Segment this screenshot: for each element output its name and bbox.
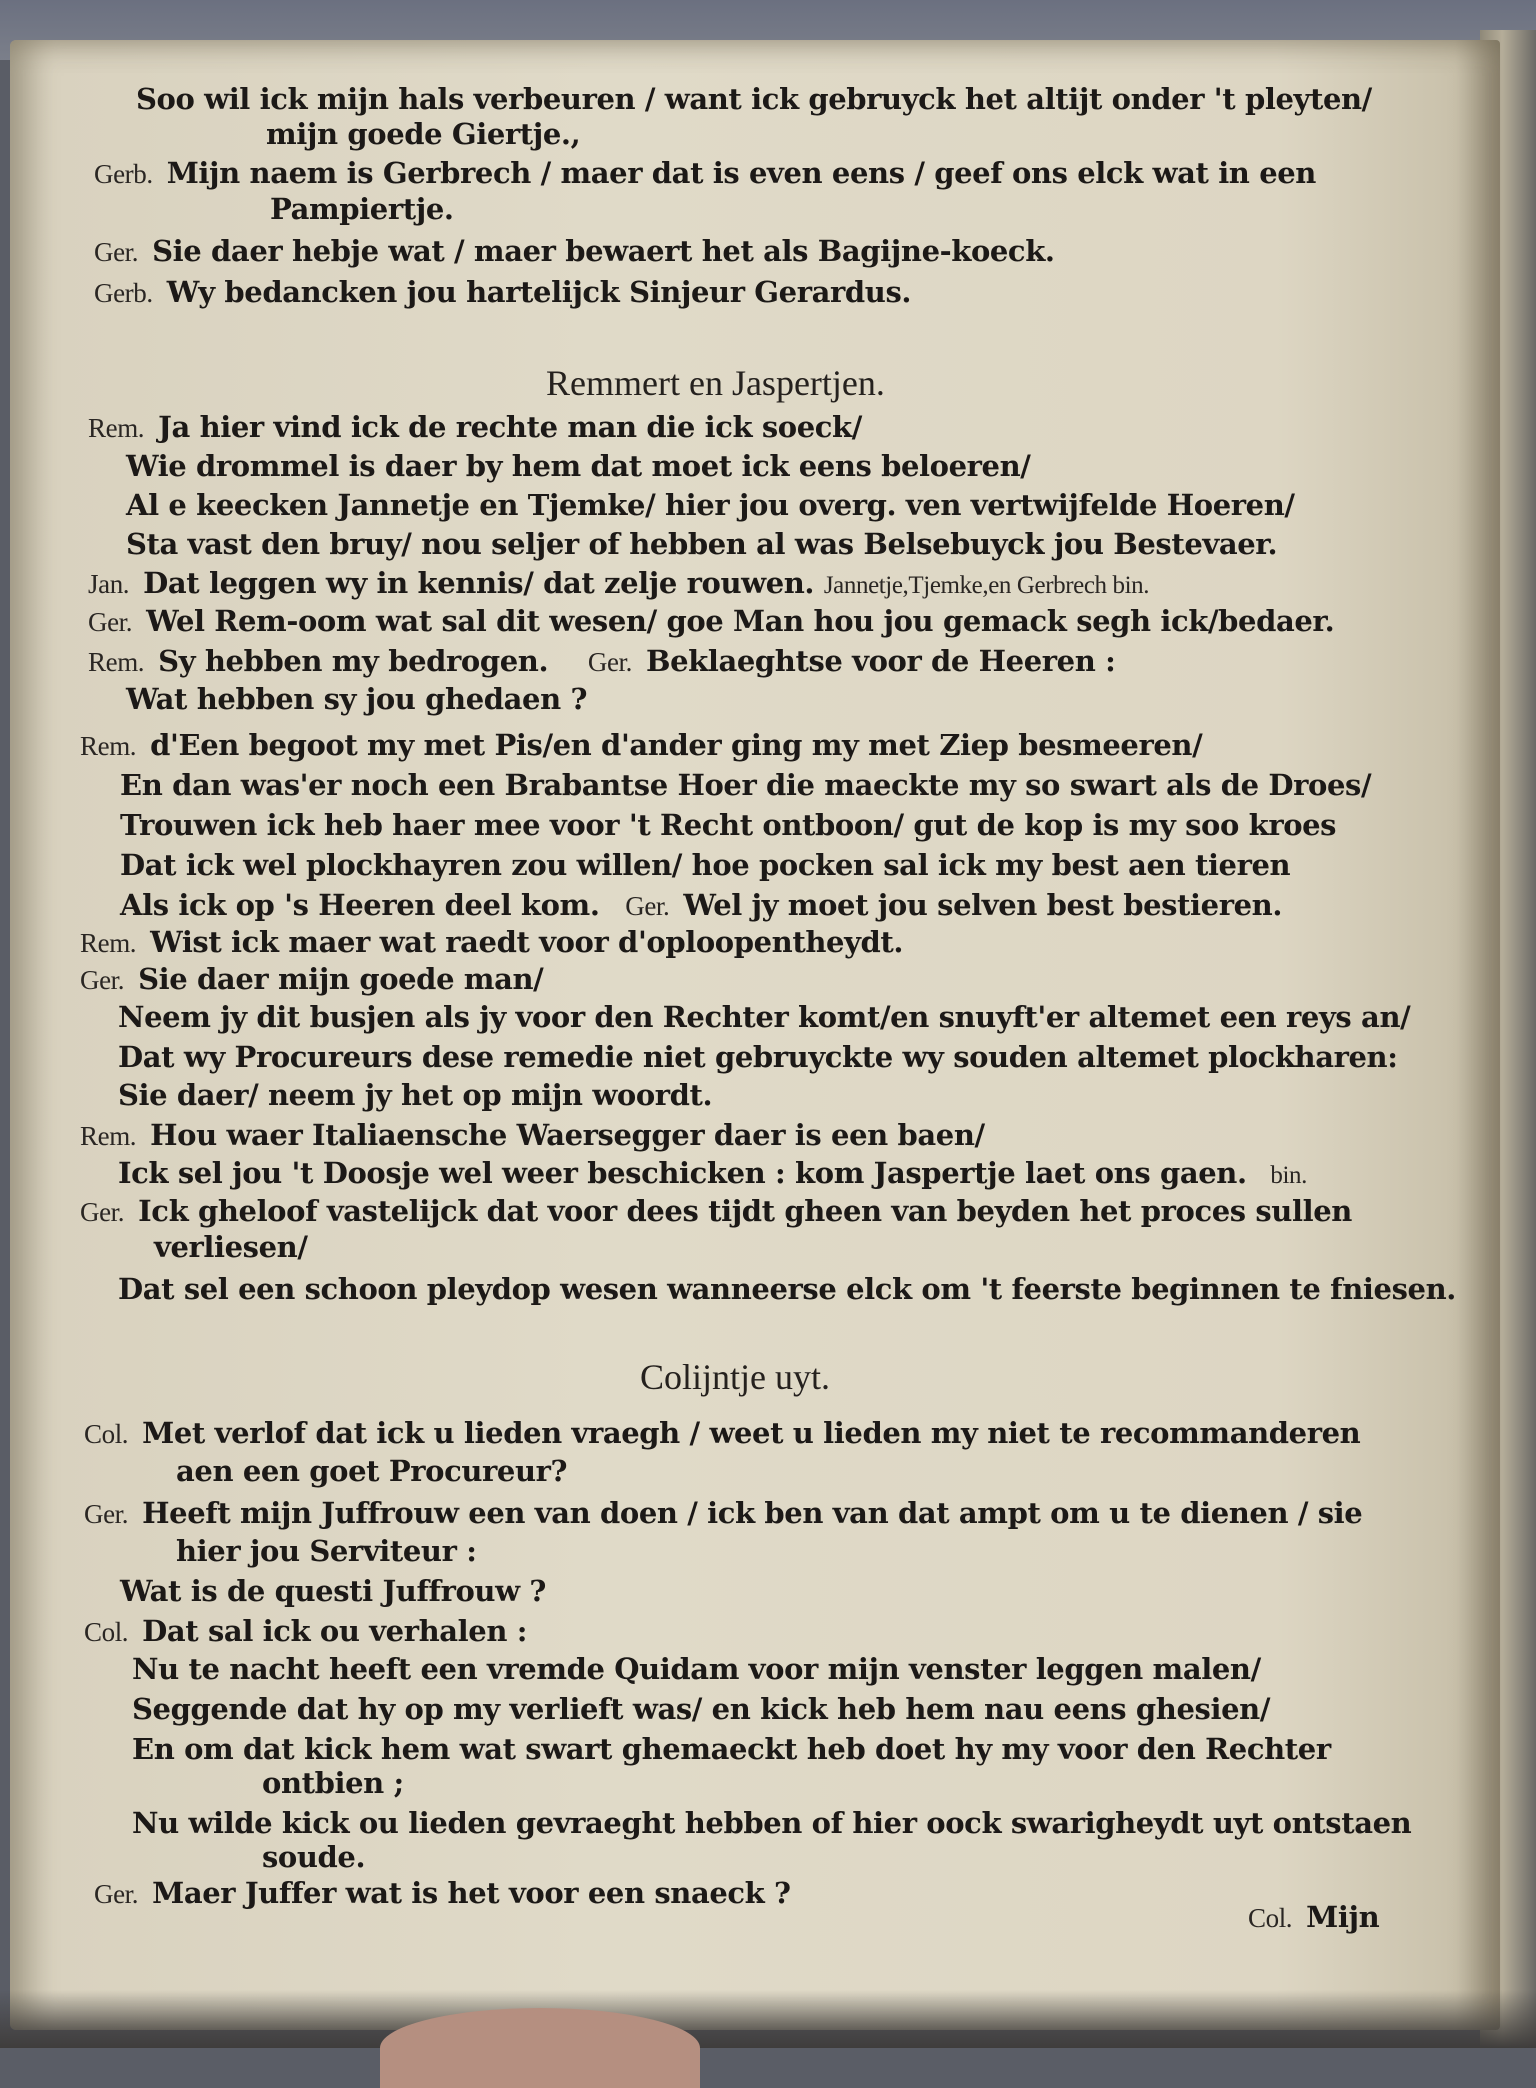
text-line: Trouwen ick heb haer mee voor 't Recht ontboon/ gut de kop is my soo kroes [120,808,1337,842]
speaker-label: Col. [84,1419,129,1449]
speaker-label: Col. [84,1617,129,1647]
speech-line: Ger. Wel Rem-oom wat sal dit wesen/ goe Man hou jou gemack segh ick/bedaer. [88,604,1335,638]
text-line: Pampiertje. [270,192,454,226]
speaker-label: Rem. [80,928,137,958]
text-line: hier jou Serviteur : [176,1534,477,1568]
text-line: aen een goet Procureur? [176,1454,568,1488]
speech-line: Ger. Maer Juffer wat is het voor een snaeck ? [94,1876,791,1910]
speaker-label: Gerb. [94,159,153,189]
speaker-label: Rem. [80,731,137,761]
text-line: Wat hebben sy jou ghedaen ? [126,682,588,716]
text-line: verliesen/ [154,1230,308,1264]
speech-line: Jan. Dat leggen wy in kennis/ dat zelje rouwen. Jannetje,Tjemke,en Gerbrech bin. [88,566,1150,600]
stage-direction: Jannetje,Tjemke,en Gerbrech bin. [823,572,1150,599]
speech-line: Ger. Heeft mijn Juffrouw een van doen / ick ben van dat ampt om u te dienen / sie [84,1496,1363,1530]
text-line: Ick sel jou 't Doosje wel weer beschicken : kom Jaspertje laet ons gaen. bin. [118,1156,1307,1190]
text-line: Dat sel een schoon pleydop wesen wanneerse elck om 't feerste beginnen te fniesen. [118,1272,1456,1306]
speaker-label: Ger. [88,607,133,637]
text-line: ontbien ; [262,1766,404,1800]
text-line: Al e keecken Jannetje en Tjemke/ hier jou overg. ven vertwijfelde Hoeren/ [126,488,1295,522]
scene-heading: Remmert en Jaspertjen. [546,363,885,403]
speech-line: Ger. Sie daer mijn goede man/ [80,962,544,996]
speech-line: Als ick op 's Heeren deel kom. Ger. Wel jy moet jou selven best bestieren. [120,888,1283,922]
speaker-label: Rem. [88,413,145,443]
speaker-label: Ger. [94,1879,139,1909]
speech-line: Col. Dat sal ick ou verhalen : [84,1614,528,1648]
speech-line: Rem. Sy hebben my bedrogen. Ger. Beklaeghtse voor de Heeren : [88,644,1116,678]
speech-line: Rem. Wist ick maer wat raedt voor d'oploopentheydt. [80,925,904,959]
speech-line: Gerb. Mijn naem is Gerbrech / maer dat is even eens / geef ons elck wat in een [94,156,1316,190]
speaker-label: Jan. [88,569,130,599]
text-line: mijn goede Giertje., [266,117,581,151]
speech-line: Col. Met verlof dat ick u lieden vraegh / weet u lieden my niet te recommanderen [84,1416,1361,1450]
scene-heading: Colijntje uyt. [640,1357,831,1397]
speaker-label: Gerb. [94,278,153,308]
text-line: Soo wil ick mijn hals verbeuren / want ick gebruyck het altijt onder 't pleyten/ [136,82,1372,116]
text-line: Nu wilde kick ou lieden gevraeght hebben of hier oock swarigheydt uyt ontstaen [132,1806,1412,1840]
text-line: En om dat kick hem wat swart ghemaeckt heb doet hy my voor den Rechter [132,1732,1331,1766]
text-line: Wie drommel is daer by hem dat moet ick eens beloeren/ [126,449,1031,483]
text-line: En dan was'er noch een Brabantse Hoer die maeckte my so swart als de Droes/ [120,768,1372,802]
text-line: Dat wy Procureurs dese remedie niet gebruyckte wy souden altemet plockharen: [118,1040,1398,1074]
speaker-label: Col. [1248,1903,1293,1933]
text-line: Wat is de questi Juffrouw ? [120,1574,546,1608]
speaker-label: Ger. [587,647,632,677]
speech-line: Rem. Hou waer Italiaensche Waersegger daer is een baen/ [80,1118,985,1152]
text-line: Seggende dat hy op my verlieft was/ en kick heb hem nau eens ghesien/ [132,1692,1271,1726]
speaker-label: Ger. [84,1499,129,1529]
speech-line: Gerb. Wy bedancken jou hartelijck Sinjeur Gerardus. [94,275,912,309]
text-line: Dat ick wel plockhayren zou willen/ hoe pocken sal ick my best aen tieren [120,848,1291,882]
speaker-label: Ger. [80,1197,125,1227]
text-line: Sie daer/ neem jy het op mijn woordt. [118,1078,713,1112]
speech-line: Rem. Ja hier vind ick de rechte man die ick soeck/ [88,410,862,444]
text-line: soude. [262,1840,366,1874]
speaker-label: Ger. [94,237,139,267]
text-line: Sta vast den bruy/ nou seljer of hebben al was Belsebuyck jou Bestevaer. [126,527,1278,561]
text-line: Neem jy dit busjen als jy voor den Rechter komt/en snuyft'er altemet een reys an/ [118,1000,1411,1034]
speaker-label: Ger. [625,891,670,921]
speaker-label: Ger. [80,965,125,995]
speech-line: Ger. Ick gheloof vastelijck dat voor dees tijdt gheen van beyden het proces sullen [80,1194,1352,1228]
speech-line: Rem. d'Een begoot my met Pis/en d'ander ging my met Ziep besmeeren/ [80,728,1203,762]
speech-line: Ger. Sie daer hebje wat / maer bewaert het als Bagijne-koeck. [94,234,1055,268]
speaker-label: Rem. [80,1121,137,1151]
stage-direction: bin. [1270,1162,1307,1189]
speaker-label: Rem. [88,647,145,677]
catchword: Col. Mijn [1248,1900,1380,1934]
text-line: Nu te nacht heeft een vremde Quidam voor mijn venster leggen malen/ [132,1652,1261,1686]
